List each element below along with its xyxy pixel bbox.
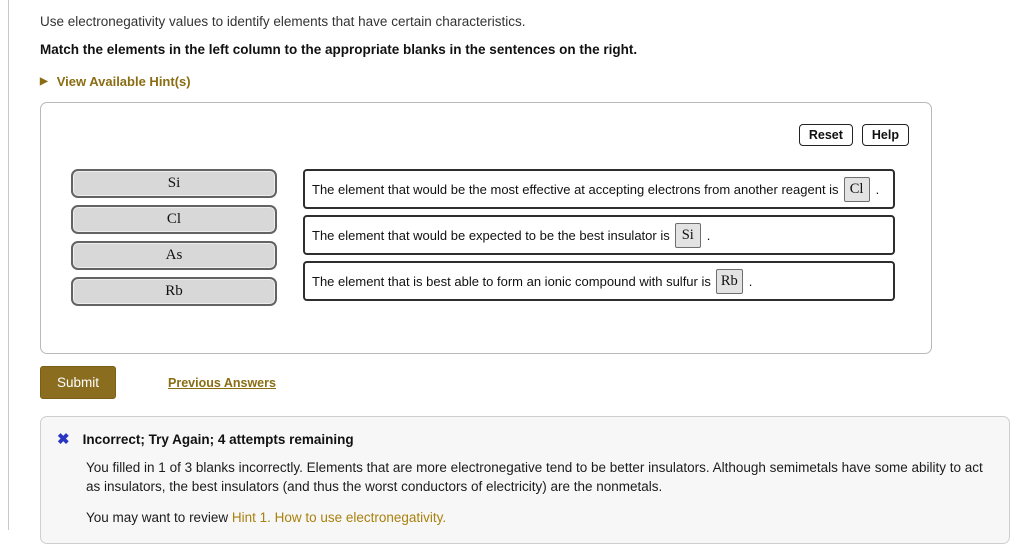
matching-panel [40,102,932,354]
previous-answers-link[interactable]: Previous Answers [168,375,276,390]
reset-button[interactable]: Reset [799,124,853,146]
hint-review-link[interactable]: Hint 1. How to use electronegativity. [231,510,447,526]
panel-toolbar [799,124,909,146]
sentences-column [303,169,895,313]
sentence-3-period: . [748,273,753,289]
element-tile-rb[interactable]: Rb [71,277,277,306]
actions-row [40,366,1010,399]
page-left-divider [8,0,9,530]
view-hints-toggle[interactable] [40,74,191,89]
review-prefix-text: You may want to review [86,510,232,526]
element-tile-as[interactable]: As [71,241,277,270]
sentence-row-2[interactable] [303,215,895,255]
element-tile-cl[interactable]: Cl [71,205,277,234]
feedback-body-text: You filled in 1 of 3 blanks incorrectly. Elements that are more electronegative tend to be better insulators. Although semimetals have some ability to act as insulators, the best insulators (and thus the worst conductors of electricity) are the nonmetals. [86,460,983,495]
sentence-2-text: The element that would be expected to be the best insulator is [312,227,670,243]
help-button[interactable]: Help [862,124,909,146]
submit-button[interactable]: Submit [40,366,116,399]
sentence-row-1[interactable] [303,169,895,209]
task-text: Match the elements in the left column to the appropriate blanks in the sentences on the right. [40,42,638,57]
element-tiles-column [71,169,277,313]
answer-blank-1[interactable]: Cl [844,177,870,202]
sentence-3-text: The element that is best able to form an ionic compound with sulfur is [312,273,711,289]
view-hints-label: View Available Hint(s) [56,74,191,89]
feedback-review-line [86,510,989,525]
sentence-1-text: The element that would be the most effective at accepting electrons from another reagent is [312,181,839,197]
element-tile-si[interactable]: Si [71,169,277,198]
incorrect-x-icon: ✖ [57,431,70,448]
expand-triangle-icon: ▶ [40,75,48,87]
instruction-text: Use electronegativity values to identify elements that have certain characteristics. [40,14,526,29]
feedback-panel [40,416,1010,544]
sentence-1-period: . [875,181,880,197]
answer-blank-2[interactable]: Si [675,223,701,248]
match-area [71,169,895,313]
feedback-title: Incorrect; Try Again; 4 attempts remaining [82,432,354,447]
sentence-2-period: . [706,227,711,243]
answer-blank-3[interactable]: Rb [716,269,743,294]
sentence-row-3[interactable] [303,261,895,301]
feedback-header [57,432,989,447]
